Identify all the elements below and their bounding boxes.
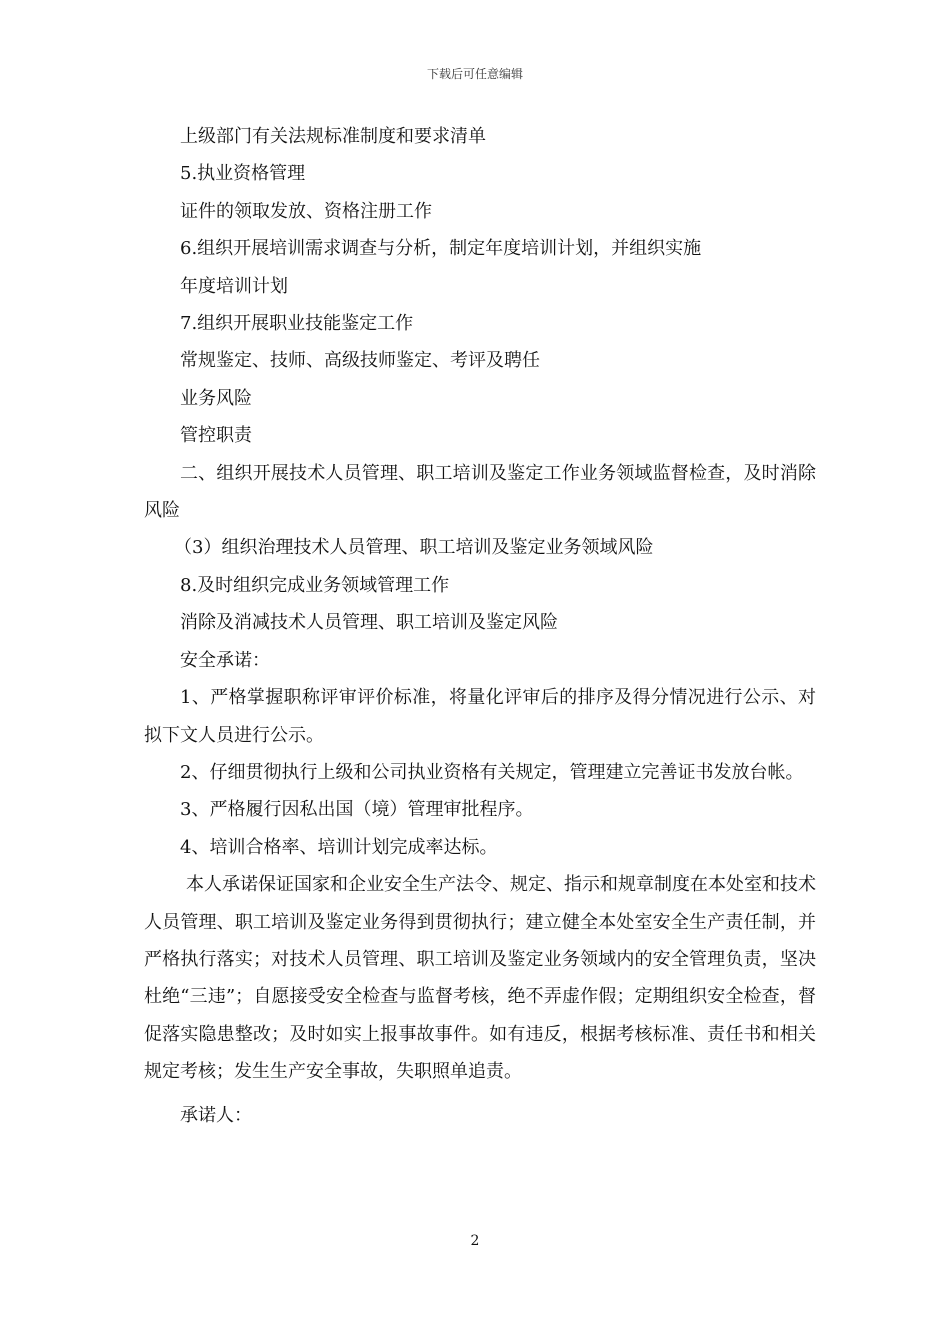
page-header: 下载后可任意编辑 xyxy=(426,67,523,81)
paragraph: 3、严格履行因私出国（境）管理审批程序。 xyxy=(180,799,534,821)
paragraph: 安全承诺： xyxy=(180,649,270,671)
paragraph: 二、组织开展技术人员管理、职工培训及鉴定工作业务领域监督检查，及时消除风险 xyxy=(144,462,816,522)
paragraph: 6.组织开展培训需求调查与分析，制定年度培训计划，并组织实施 xyxy=(180,238,702,260)
paragraph: （3）组织治理技术人员管理、职工培训及鉴定业务领域风险 xyxy=(174,537,654,559)
paragraph: 7.组织开展职业技能鉴定工作 xyxy=(180,313,414,335)
page-number: 2 xyxy=(470,1233,480,1249)
paragraph: 5.执业资格管理 xyxy=(180,163,306,185)
paragraph: 2、仔细贯彻执行上级和公司执业资格有关规定，管理建立完善证书发放台帐。 xyxy=(180,761,804,783)
signature-label: 承诺人： xyxy=(180,1104,252,1126)
paragraph: 上级部门有关法规标准制度和要求清单 xyxy=(180,126,486,147)
paragraph: 8.及时组织完成业务领域管理工作 xyxy=(180,574,450,596)
document-body xyxy=(144,118,816,1134)
paragraph: 4、培训合格率、培训计划完成率达标。 xyxy=(180,836,498,858)
paragraph: 管控职责 xyxy=(180,425,252,447)
paragraph: 年度培训计划 xyxy=(180,275,288,297)
paragraph: 常规鉴定、技师、高级技师鉴定、考评及聘任 xyxy=(180,350,540,372)
paragraph: 1、严格掌握职称评审评价标准，将量化评审后的排序及得分情况进行公示、对拟下文人员进行公示。 xyxy=(144,687,816,746)
paragraph: 业务风险 xyxy=(180,387,252,409)
paragraph: 消除及消减技术人员管理、职工培训及鉴定风险 xyxy=(180,612,558,634)
commitment-paragraph: 本人承诺保证国家和企业安全生产法令、规定、指示和规章制度在本处室和技术人员管理、职工培训及鉴定业务得到贯彻执行；建立健全本处室安全生产责任制，并严格执行落实；对技术人员管理、职工培训及鉴定业务领域内的安全管理负责，坚决杜绝“三违”；自愿接受安全检查与监督考核，绝不弄虚作假；定期组织安全检查，督促落实隐患整改；及时如实上报事故事件。如有违反，根据考核标准、责任书和相关规定考核；发生生产安全事故，失职照单追责。 xyxy=(144,874,816,1083)
paragraph: 证件的领取发放、资格注册工作 xyxy=(180,200,432,222)
